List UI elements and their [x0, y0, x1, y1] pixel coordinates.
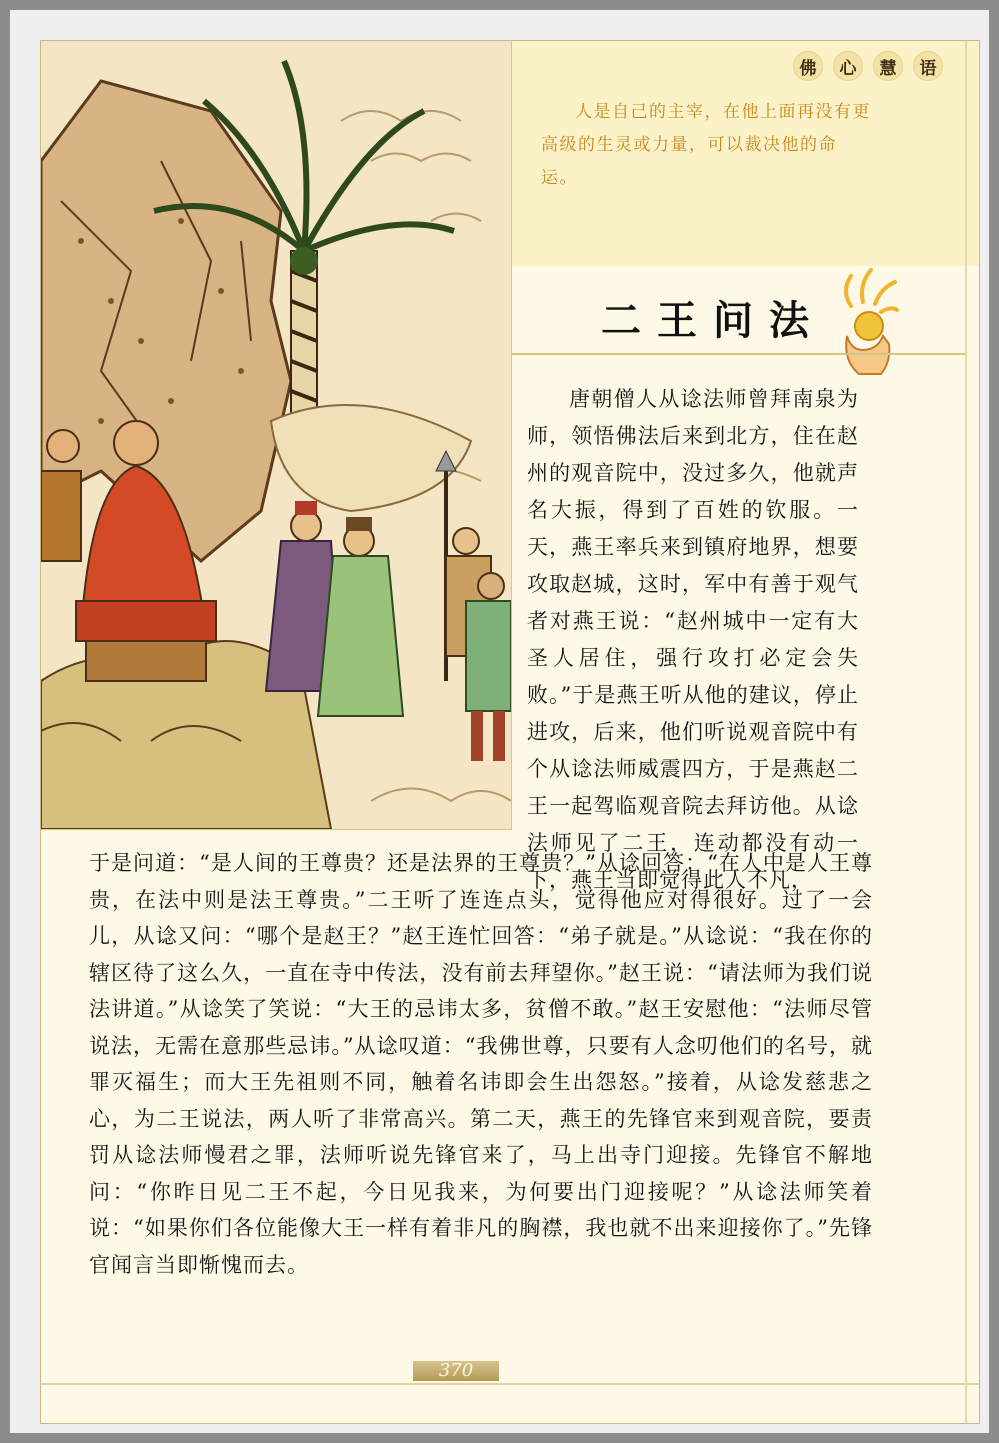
series-char: 语: [913, 51, 943, 81]
article-paragraph-top: 唐朝僧人从谂法师曾拜南泉为师，领悟佛法后来到北方，住在赵州的观音院中，没过多久，他就声名大振，得到了百姓的钦服。一天，燕王率兵来到镇府地界，想要攻取赵城，这时，军中有善于观气者对燕王说：“赵州城中一定有大圣人居住，强行攻打必定会失败。”于是燕王听从他的建议，停止进攻，后来，他们听说观音院中有个从谂法师威震四方，于是燕赵二王一起驾临观音院去拜访他。从谂法师见了二王，连动都没有动一下，燕王当即觉得此人不凡，: [527, 387, 859, 892]
outer-frame: [10, 10, 989, 1433]
series-char: 佛: [793, 51, 823, 81]
footer-rule: [41, 1383, 979, 1385]
article-title: 二王问法: [601, 297, 825, 344]
buddhist-quote: 人是自己的主宰，在他上面再没有更高级的生灵或力量，可以裁决他的命运。: [541, 102, 871, 188]
gutter-line: [965, 41, 967, 1423]
article-paragraph-bottom: 于是问道：“是人间的王尊贵？还是法界的王尊贵？”从谂回答：“在人中是人王尊贵，在法中则是法王尊贵。”二王听了连连点头，觉得他应对得很好。过了一会儿，从谂又问：“哪个是赵王？”赵王连忙回答：“弟子就是。”从谂说：“我在你的辖区待了这么久，一直在寺中传法，没有前去拜望你。”赵王说：“请法师为我们说法讲道。”从谂笑了笑说：“大王的忌讳太多，贫僧不敢。”赵王安慰他：“法师尽管说法，无需在意那些忌讳。”从谂叹道：“我佛世尊，只要有人念叨他们的名号，就罪灭福生；而大王先祖则不同，触着名讳即会生出怨怒。”接着，从谂发慈悲之心，为二王说法，两人听了非常高兴。第二天，燕王的先锋官来到观音院，要责罚从谂法师慢君之罪，法师听说先锋官来了，马上出寺门迎接。先锋官不解地问：“你昨日见二王不起，今日见我来，为何要出门迎接呢？”从谂法师笑着说：“如果你们各位能像大王一样有着非凡的胸襟，我也就不出来迎接你了。”先锋官闻言当即惭愧而去。: [89, 851, 874, 1277]
title-divider: [511, 353, 965, 355]
book-page: [40, 40, 980, 1424]
series-char: 心: [833, 51, 863, 81]
series-title: [793, 51, 943, 81]
series-char: 慧: [873, 51, 903, 81]
page-number: 370: [413, 1361, 499, 1381]
monk-and-kings-illustration: [41, 41, 512, 830]
hand-lotus-icon: [831, 266, 901, 376]
